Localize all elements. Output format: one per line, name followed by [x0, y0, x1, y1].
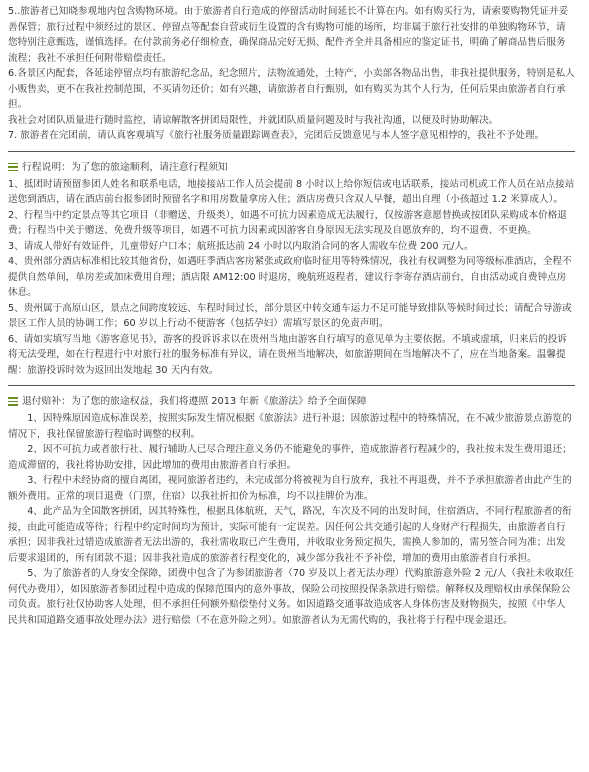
divider [8, 385, 575, 386]
refund-item: 1、因特殊原因造成标准误差，按照实际发生情况根据《旅游法》进行补退；因旅游过程中的特殊情况，在不减少旅游景点游览的情况下，我社保留旅游行程临时调整的权利。 [8, 413, 572, 440]
note-6: 6.各景区内配套，各延途停留点均有旅游纪念品，纪念照片，法物流通处，土特产，小卖部各物品出售，非我社提供服务，特别是私人小贩售卖，更不在我社控制范围，不买请勿还价；如有兴趣，请旅游者自行甄别，如有购买为其个人行为，任何后果由旅游者自行承担。 [8, 68, 575, 110]
note-quality: 我社会对团队质量进行随时监控，请谅解散客拼团局限性，并就团队质量问题及时与我社沟通，以便及时协助解决。 [8, 114, 499, 126]
note-5: 5..旅游者已知晓参观地内包含购物环境。由于旅游者自行造成的停留活动时间延长不计算在内。如有购买行为，请索要购物凭证并妥善保管；旅行过程中须经过的景区、停留点等配套自营或衍生设置的含有购物可能的场所，均非属于旅行社安排的单独购物环节，请您特别注意甄选，谨慎选择。在付款前务必仔细检查，确保商品完好无损、配件齐全并具备相应的鉴定证书，明确了解商品售后服务流程；我社不承担任何附带赔偿责任。 [8, 6, 569, 64]
refund-item: 4、此产品为全国散客拼团，因其特殊性，根据具体航班，天气，路况，车次及不同的出发时间，住宿酒店，不同行程旅游者的衔接，由此可能造成等待；行程中约定时间均为预计，实际可能有一定误差。因任何公共交通引起的人身财产行程损失，由旅游者自行承担；因非我社过错造成旅游者无法出游的，我社需收取已产生费用，并收取业务预定损失，需换人参加的，需另签合同为准；出发后要求退团的，所有团款不退；因非我社造成的旅游者行程变化的，减少部分我社不予补偿，增加的费用由旅游者自行承担。 [8, 506, 572, 564]
itinerary-item: 2、行程当中约定景点等其它项目（非赠送、升级类），如遇不可抗力因素造成无法履行，仅按游客意愿替换或按团队采购成本价格退费；行程当中关于赠送、免费升级等项目，如遇不可抗力因素或因游客自身原因无法实现及自愿放弃的，均不退费、不更换。 [8, 209, 567, 236]
itinerary-item: 5、贵州属于高原山区，景点之间跨度较远、车程时间过长，部分景区中转交通车运力不足可能导致排队等候时间过长；请配合导游或景区工作人员的协调工作；60 岁以上行动不便游客（包括孕妇）需填写景区的免责声明。 [8, 302, 572, 329]
itinerary-item: 4、贵州部分酒店标准相比较其他省份，如遇旺季酒店客房紧张或政府临时征用等特殊情况，我社有权调整为同等级标准酒店，全程不提供自然单间，单房差或加床费用自理；酒店限 AM12:00 时退房，晚航班返程者，建议行李寄存酒店前台，自由活动或自费钟点房休息。 [8, 256, 572, 298]
note-7: 7. 旅游者在完团前，请认真客观填写《旅行社服务质量跟踪调查表》，完团后反馈意见与本人签字意见相悖的，我社不予处理。 [8, 130, 545, 141]
list-lines-icon [8, 163, 18, 172]
itinerary-title: 行程说明：为了您的旅途顺利，请注意行程须知 [22, 161, 228, 173]
refund-item: 3、行程中未经协商的擅自离团，视同旅游者违约，未完成部分将被视为自行放弃，我社不再退费，并不予承担旅游者由此产生的额外费用。正常的项目退费（门票，住宿）以我社折扣价为标准，均不以挂牌价为准。 [8, 475, 572, 502]
refund-title: 退付赔补：为了您的旅途权益，我们将遵照 2013 年新《旅游法》给予全面保障 [22, 396, 367, 407]
refund-section [8, 394, 575, 628]
itinerary-section [8, 160, 575, 379]
itinerary-item: 6、请如实填写当地《游客意见书》，游客的投诉诉求以在贵州当地由游客自行填写的意见单为主要依据。不填或虚填，归来后的投诉将无法受理，如在行程进行中对旅行社的服务标准有异议，请在贵州当地解决，如旅游期间在当地解决不了，应在当地备案。温馨提醒：旅游投诉时效为返回出发地起 30 天内有效。 [8, 333, 567, 376]
itinerary-item: 3、请成人带好有效证件，儿童带好户口本；航班抵达前 24 小时以内取消合同的客人需收车位费 200 元/人。 [8, 240, 474, 252]
refund-item: 2、因不可抗力或者旅行社、履行辅助人已尽合理注意义务仍不能避免的事件，造成旅游者行程减少的，我社按未发生费用退还；造成滞留的，我社将协助安排，因此增加的费用由旅游者自行承担。 [8, 444, 572, 471]
refund-item: 5、为了旅游者的人身安全保障，团费中包含了为参团旅游者（70 岁及以上者无法办理）代购旅游意外险 2 元/人（我社未收取任何代办费用），如因旅游者参团过程中造成的保障范围内的意外事故，保险公司按照投保条款进行赔偿。解释权及理赔权由承保保险公司负责。旅行社仅协助客人处理，但不承担任何额外赔偿垫付义务。如因道路交通事故造成客人身体伤害及财物损失，按照《中华人民共和国道路交通事故处理办法》进行赔偿（不在意外险之列）。如旅游者认为无需代购的，我社将于行程中现金退还。 [8, 568, 574, 626]
refund-header [8, 394, 575, 409]
itinerary-header [8, 160, 575, 175]
list-lines-icon [8, 397, 18, 406]
itinerary-item: 1、抵团时请预留参团人姓名和联系电话，地接接站工作人员会提前 8 小时以上给你短信或电话联系，接站司机或工作人员在站点接站送您到酒店，请在酒店前台报参团时预留名字和用房数量拿房入住；酒店房费只含双人早餐，超出自理（小孩超过 1.2 米算成人）。 [8, 178, 575, 205]
top-notes [8, 4, 575, 144]
divider [8, 151, 575, 152]
